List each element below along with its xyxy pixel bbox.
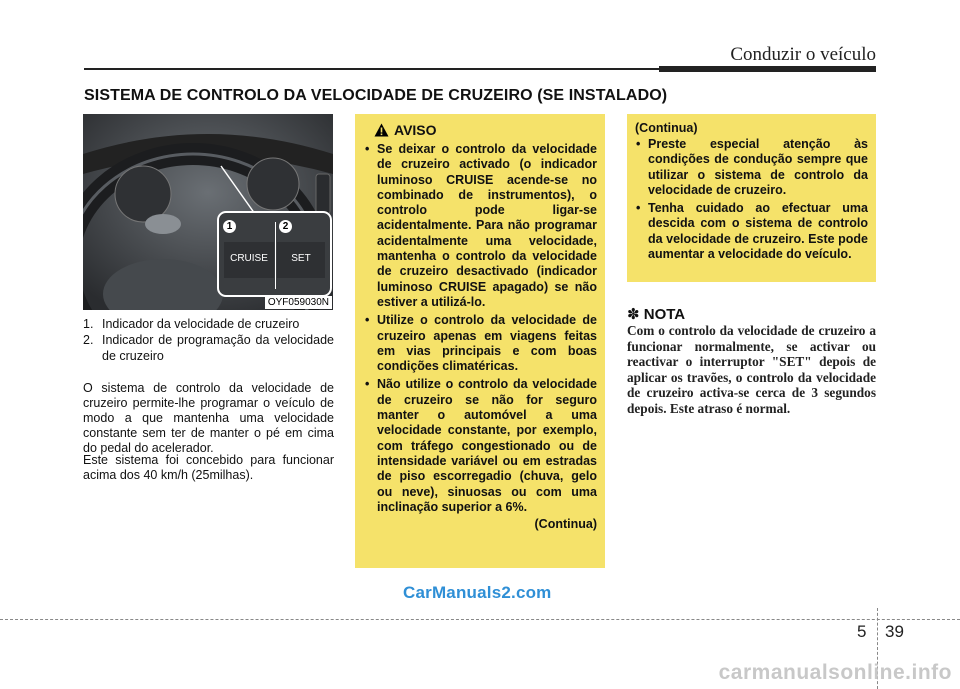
warning-list — [364, 142, 597, 515]
header-rule-accent — [659, 66, 876, 72]
body-paragraph-1: O sistema de controlo da velocidade de cruzeiro permite-lhe programar o veículo de modo a que mantenha uma velocidade constante sem ter de manter o pé em cima do pedal do acelerador. — [83, 381, 334, 455]
continued-label: (Continua) — [534, 517, 597, 532]
body-paragraph-2: Este sistema foi concebido para funcionar acima dos 40 km/h (25milhas). — [83, 453, 334, 482]
header-rule — [84, 68, 659, 70]
section-title: SISTEMA DE CONTROLO DA VELOCIDADE DE CRUZEIRO (SE INSTALADO) — [84, 87, 668, 104]
page-header-title: Conduzir o veículo — [730, 44, 876, 65]
callout-2-badge: 2 — [279, 220, 292, 233]
list-text: Indicador de programação da velocidade de cruzeiro — [102, 333, 334, 363]
site-watermark: carmanualsonline.info — [718, 661, 952, 684]
list-number: 2. — [83, 333, 94, 347]
continued-list — [635, 137, 868, 262]
note-title: ✽ NOTA — [627, 306, 686, 323]
list-item — [83, 316, 334, 332]
dashboard-illustration — [83, 114, 333, 310]
set-label: SET — [291, 253, 311, 264]
chapter-number: 5 — [857, 622, 867, 641]
cruise-label: CRUISE — [230, 253, 268, 264]
warning-continued-box — [627, 114, 876, 282]
list-item — [83, 332, 334, 364]
warning-header — [374, 122, 597, 138]
dashboard-photo — [83, 114, 333, 310]
list-item: • Não utilize o controlo da velocidade de cruzeiro se não for seguro manter o automóvel a uma velocidade constante, por exemplo, com tráfego congestionado ou de intensidade variável ou em estradas de piso escorregadio (chuva, gelo ou neve), sinuosas ou com uma inclinação superior a 6%. — [364, 377, 597, 515]
warning-title: AVISO — [394, 122, 437, 138]
list-text: Indicador da velocidade de cruzeiro — [102, 317, 300, 331]
list-item: • Se deixar o controlo da velocidade de cruzeiro activado (o indicador luminoso CRUISE acende-se no combinado de instrumentos), o controlo pode ligar-se acidentalmente. Para não programar acidentalmente uma velocidade, mantenha o controlo da velocidade de cruzeiro desactivado (indicador luminoso CRUISE apagado) se não estiver a utilizá-lo. — [364, 142, 597, 310]
list-number: 1. — [83, 317, 94, 331]
page-number: 39 — [885, 622, 904, 641]
callout-1-badge: 1 — [223, 220, 236, 233]
list-item: • Tenha cuidado ao efectuar uma descida com o sistema de controlo da velocidade de cruzeiro. Este pode aumentar a velocidade do veículo. — [635, 201, 868, 262]
warning-box — [355, 114, 605, 568]
figure-code: OYF059030N — [265, 296, 332, 309]
list-item: • Preste especial atenção às condições de condução sempre que utilizar o sistema de controlo da velocidade de cruzeiro. — [635, 137, 868, 198]
footer-divider — [0, 619, 960, 620]
indicator-legend — [83, 316, 334, 364]
watermark-link[interactable]: CarManuals2.com — [403, 583, 552, 602]
list-item: • Utilize o controlo da velocidade de cruzeiro apenas em viagens feitas em vias principais e com boas condições climatéricas. — [364, 313, 597, 374]
warning-triangle-icon — [374, 123, 389, 137]
note-text: Com o controlo da velocidade de cruzeiro a funcionar normalmente, se activar ou reactivar o interruptor "SET" depois de aplicar os travões, o controlo da velocidade de cruzeiro activa-se cerca de 3 segundos depois. Este atraso é normal. — [627, 323, 876, 416]
continued-header: (Continua) — [635, 121, 698, 135]
